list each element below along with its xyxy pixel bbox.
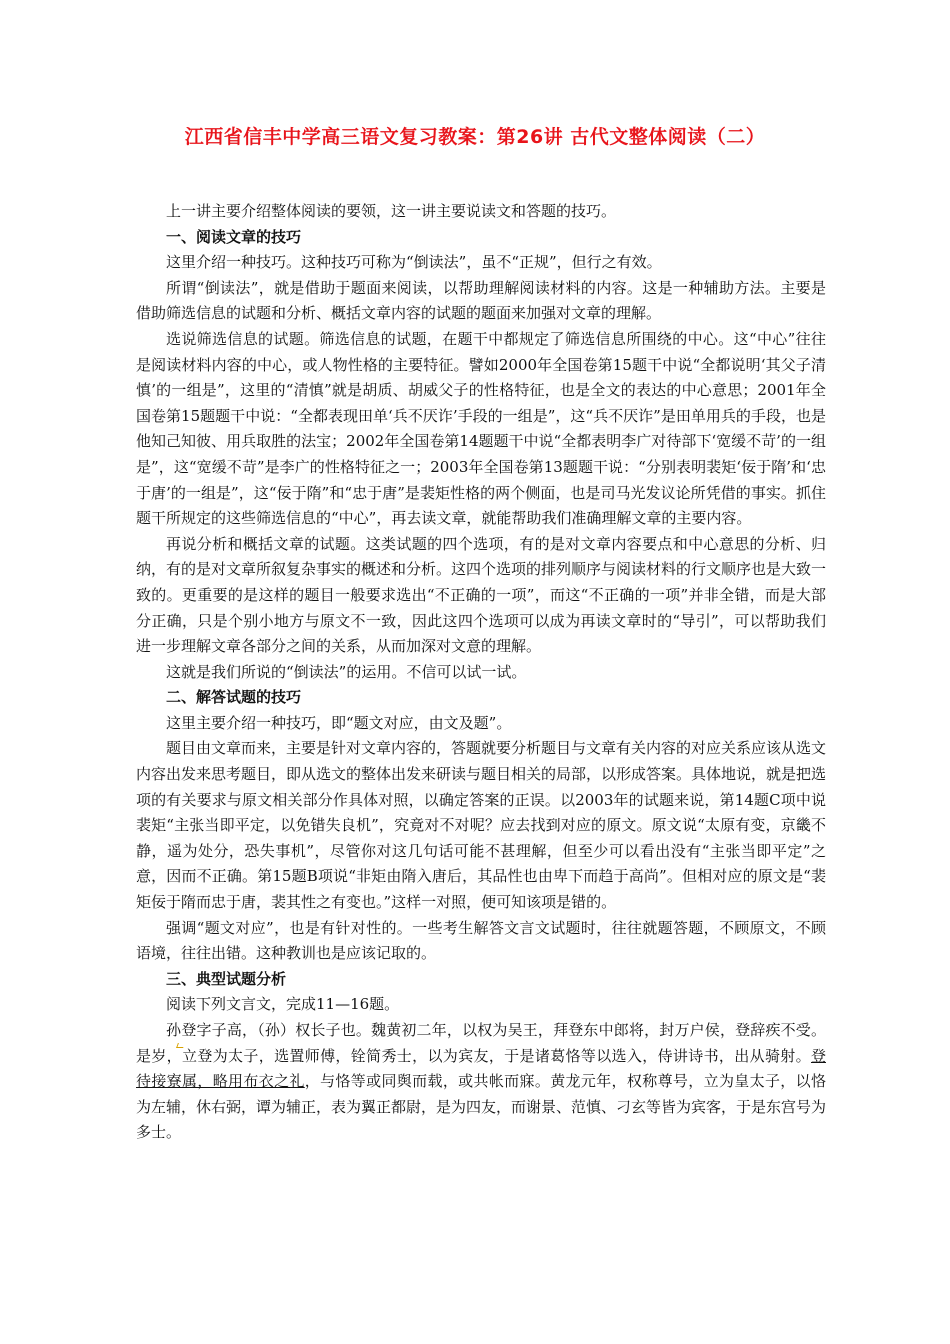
section1-paragraph-4: 再说分析和概括文章的试题。这类试题的四个选项，有的是对文章内容要点和中心意思的分析、归纳，有的是对文章所叙复杂事实的概述和分析。这四个选项的排列顺序与阅读材料的行文顺序也是大致一致的。更重要的是这样的题目一般要求选出“不正确的一项”，而这“不正确的一项”并非全错，而是大部分正确，只是个别小地方与原文不一致，因此这四个选项可以成为再读文章时的“导引”，可以帮助我们进一步理解文章各部分之间的关系，从而加深对文意的理解。 xyxy=(136,534,827,656)
section-heading-2: 二、解答试题的技巧 xyxy=(166,688,302,707)
section-heading-3: 三、典型试题分析 xyxy=(166,969,287,988)
underlined-phrase: 登待接寮属，略用布衣之礼 xyxy=(136,1046,826,1091)
intro-paragraph: 上一讲主要介绍整体阅读的要领，这一讲主要说读文和答题的技巧。 xyxy=(166,202,617,220)
passage-first-char: 孙 xyxy=(166,1021,182,1039)
section3-paragraph-1: 阅读下列文言文，完成11—16题。 xyxy=(166,995,400,1014)
passage-text-1: 登字子高，（孙）权长子也。魏黄初二年，以权为吴王，拜登东中郎将，封万户侯，登辞疾不受。是岁，立登为太子，选置师傅，铨简秀士，以为宾友，于是诸葛恪等以选入，侍讲诗书，出从骑射。 xyxy=(136,1021,826,1065)
section1-paragraph-2: 所谓“倒读法”，就是借助于题面来阅读，以帮助理解阅读材料的内容。这是一种辅助方法。主要是借助筛选信息的试题和分析、概括文章内容的试题的题面来加强对文章的理解。 xyxy=(136,278,826,323)
passage-text-2: ，与恪等或同舆而载，或共帐而寐。黄龙元年，权称尊号，立为皇太子，以恪为左辅，休右弼，谭为辅正，表为翼正都尉，是为四友，而谢景、范慎、刁玄等皆为宾客，于是东宫号为多士。 xyxy=(136,1072,827,1142)
page-title: 江西省信丰中学高三语文复习教案：第26讲 古代文整体阅读（二） xyxy=(184,126,766,148)
section2-paragraph-1: 这里主要介绍一种技巧，即“题文对应，由文及题”。 xyxy=(166,713,512,732)
section1-paragraph-5: 这就是我们所说的“倒读法”的运用。不信可以试一试。 xyxy=(166,662,527,681)
section2-paragraph-2: 题目由文章而来，主要是针对文章内容的，答题就要分析题目与文章有关内容的对应关系应该从选文内容出发来思考题目，即从选文的整体出发来研读与题目相关的局部，以形成答案。具体地说，就是把选项的有关要求与原文相关部分作具体对照，以确定答案的正误。以2003年的试题来说，第14题C项中说裴矩“主张当即平定，以免错失良机”，究竟对不对呢？应去找到对应的原文。原文说“太原有变，京畿不静，遥为处分，恐失事机”，尽管你对这几句话可能不甚理解，但至少可以看出没有“主张当即平定”之意，因而不正确。第15题B项说“非矩由隋入唐后，其品性也由卑下而趋于高尚”。但相对应的原文是“裴矩佞于隋而忠于唐，裴其性之有变也。”这样一对照，便可知该项是错的。 xyxy=(136,739,827,912)
section-heading-1: 一、阅读文章的技巧 xyxy=(166,227,302,246)
section1-paragraph-3: 选说筛选信息的试题。筛选信息的试题，在题干中都规定了筛选信息所围绕的中心。这“中心”往往是阅读材料内容的中心，或人物性格的主要特征。譬如2000年全国卷第15题干中说“全都说明‘其父子清慎’的一组是”，这里的“清慎”就是胡质、胡威父子的性格特征，也是全文的表达的中心意思；2001年全国卷第15题题干中说：“全都表现田单‘兵不厌诈’手段的一组是”，这“兵不厌诈”是田单用兵的手段，也是他知己知彼、用兵取胜的法宝；2002年全国卷第14题题干中说“全都表明李广对待部下‘宽缓不苛’的一组是”，这“宽缓不苛”是李广的性格特征之一；2003年全国卷第13题题干说：“分别表明裴矩‘佞于隋’和‘忠于唐’的一组是”，这“佞于隋”和“忠于唐”是裴矩性格的两个侧面，也是司马光发议论所凭借的事实。抓住题干所规定的这些筛选信息的“中心”，再去读文章，就能帮助我们准确理解文章的主要内容。 xyxy=(136,329,826,528)
section1-paragraph-1: 这里介绍一种技巧。这种技巧可称为“倒读法”，虽不“正规”，但行之有效。 xyxy=(166,253,662,272)
section3-passage xyxy=(136,1018,826,1146)
document-body xyxy=(136,199,826,1146)
section2-paragraph-3: 强调“题文对应”，也是有针对性的。一些考生解答文言文试题时，往往就题答题，不顾原文，不顾语境，往往出错。这种教训也是应该记取的。 xyxy=(136,918,826,963)
